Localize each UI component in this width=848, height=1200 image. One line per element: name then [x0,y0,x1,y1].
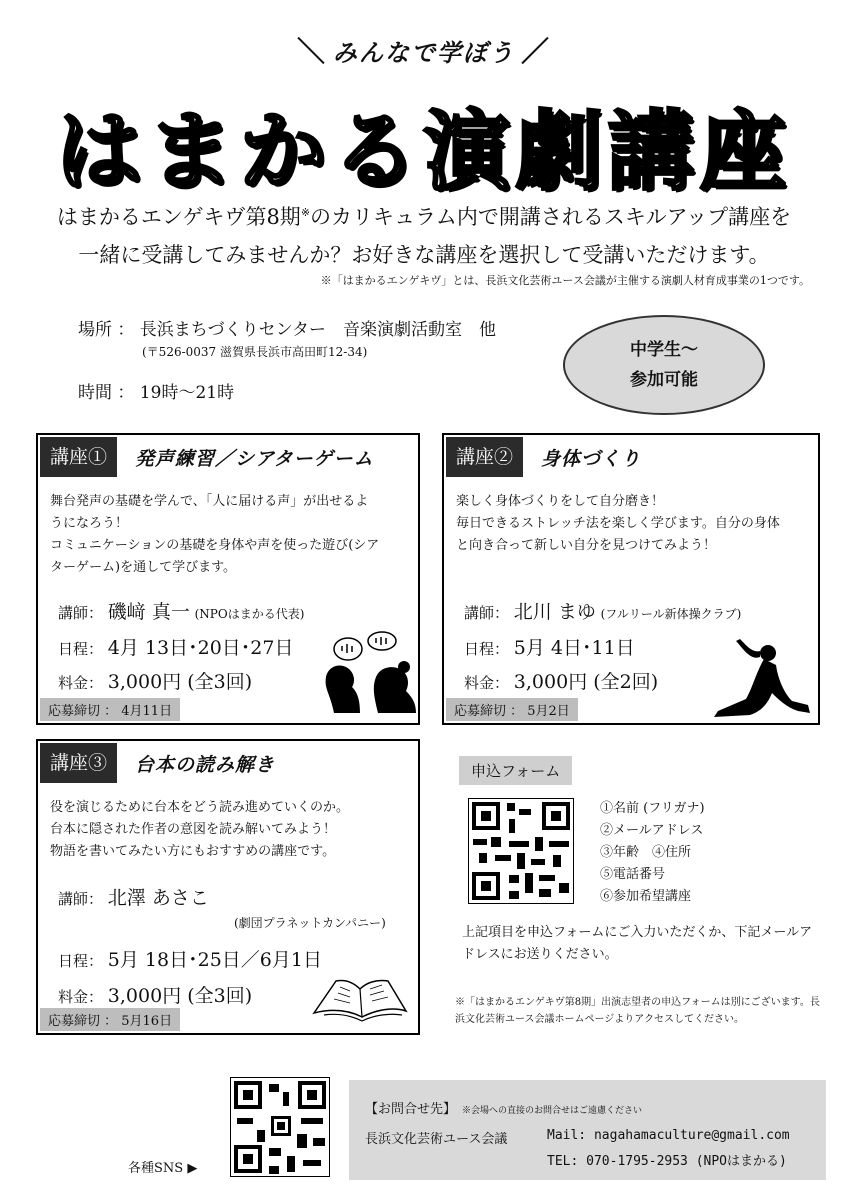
contact-phone[interactable]: TEL: 070-1795-2953 (NPOはまかる) [547,1154,787,1169]
deadline-label: 応募締切 ： 4月11日 [40,698,180,721]
age-badge-line1: 中学生〜 [630,340,698,360]
teacher-row [464,597,741,624]
intro-line1-b: のカリキュラム内で開講されるスキルアップ講座を [310,205,792,229]
teacher-note: (NPOはまかる代表) [194,607,305,621]
venue-address: (〒526-0037 滋賀県長浜市高田町12-34) [142,345,368,359]
course-card-3 [36,739,420,1035]
venue-info: 場所 ： 長浜まちづくりセンター 音楽演劇活動室 他 [78,320,496,340]
desc-line: と向き合って新しい自分を見つけてみよう！ [456,538,717,553]
conversation-silhouettes-icon [316,631,420,713]
open-book-icon [310,973,410,1025]
course-description [50,491,408,579]
fee-label: 料金： [464,674,510,692]
form-items-list [600,798,705,908]
intro-line1-a: はまかるエンゲキヴ第8期 [56,205,301,229]
form-item: ③年齢 ④住所 [600,845,692,860]
desc-line: 役を演じるために台本をどう読み進めていくのか。 [50,800,350,815]
schedule-value: 5月 18日･25日／6月1日 [107,949,322,971]
course-card-2 [442,433,820,725]
desc-line: 舞台発声の基礎を学んで、「人に届ける声」が出せるよ [50,494,369,509]
course-number: 講座① [40,437,117,477]
tagline-text: みんなで学ぼう [333,39,515,67]
form-instructions: 上記項目を申込フォームにご入力いただくか、下記メールアドレスにお送りください。 [462,925,813,962]
age-badge [563,315,765,415]
desc-line: 楽しく身体づくりをして自分磨き！ [456,494,665,509]
course-description [456,491,808,557]
course-title: 身体づくり [541,447,642,470]
fee-value: 3,000円 (全2回) [513,671,659,693]
desc-line: 毎日できるストレッチ法を楽しく学びます。自分の身体 [456,516,780,531]
intro-note: ※「はまかるエンゲキヴ」とは、長浜文化芸術ユース会議が主催する演劇人材育成事業の1つです。 [320,274,810,287]
age-badge-line2: 参加可能 [630,370,698,390]
intro-text [20,194,828,274]
slash-left-icon: ＼ [296,35,327,68]
contact-email[interactable]: Mail: nagahamaculture@gmail.com [547,1128,790,1143]
teacher-name: 北川 まゆ [513,601,596,623]
contact-organization: 長浜文化芸術ユース会議 [365,1132,508,1147]
desc-line: うになろう！ [50,516,129,531]
course-header [40,437,374,477]
course-number: 講座③ [40,743,117,783]
schedule-row [58,945,322,972]
fee-label: 料金： [58,988,104,1006]
teacher-note: (フルリール新体操クラブ) [600,607,742,621]
fee-row [58,981,252,1008]
teacher-label: 講師： [464,604,510,622]
schedule-row [58,633,293,660]
form-item: ②メールアドレス [600,823,704,838]
teacher-row [58,883,209,910]
time-info: 時間 ： 19時〜21時 [78,383,235,403]
course-number: 講座② [446,437,523,477]
schedule-label: 日程： [58,640,104,658]
course-card-1 [36,433,420,725]
desc-line: コミュニケーションの基礎を身体や声を使った遊び(シア [50,538,380,553]
sns-qr-code[interactable] [230,1077,330,1177]
form-note: ※「はまかるエンゲキヴ第8期」出演志望者の申込フォームは別にございます。長浜文化芸術ユース会議ホームページよりアクセスしてください。 [455,997,820,1025]
intro-mark: ※ [300,206,311,219]
desc-line: 台本に隠された作者の意図を読み解いてみよう！ [50,822,337,837]
deadline-label: 応募締切 ： 5月2日 [446,698,578,721]
teacher-name: 北澤 あさこ [107,887,209,909]
contact-subnote: ※会場への直接のお問合せはご遠慮ください [462,1106,643,1116]
course-header [40,743,275,783]
sns-label: 各種SNS ▶ [128,1161,198,1176]
fee-row [58,667,252,694]
teacher-name: 磯﨑 真一 [107,601,190,623]
form-item: ⑥参加希望講座 [600,889,692,904]
deadline-label: 応募締切 ： 5月16日 [40,1008,180,1031]
schedule-value: 4月 13日･20日･27日 [107,637,294,659]
fee-label: 料金： [58,674,104,692]
contact-label [365,1098,642,1117]
slash-right-icon: ／ [521,35,552,68]
tagline [0,30,848,70]
course-description [50,797,408,863]
form-qr-code[interactable] [468,798,574,904]
form-heading: 申込フォーム [459,756,572,785]
contact-heading: 【お問合せ先】 [365,1102,457,1117]
teacher-note-row [234,913,386,931]
course-header [446,437,641,477]
fee-value: 3,000円 (全3回) [107,671,253,693]
stretching-figure-icon [706,637,816,719]
fee-value: 3,000円 (全3回) [107,985,253,1007]
course-title: 台本の読み解き [135,753,276,776]
course-title: 発声練習／シアターゲーム [135,447,374,470]
form-item: ⑤電話番号 [600,867,666,882]
page-title: はまかる演劇講座 [56,102,792,202]
schedule-label: 日程： [464,640,510,658]
schedule-row [464,633,635,660]
schedule-label: 日程： [58,952,104,970]
contact-box [349,1080,826,1180]
intro-line2: 一緒に受講してみませんか？お好きな講座を選択して受講いただけます。 [78,243,770,267]
fee-row [464,667,658,694]
schedule-value: 5月 4日･11日 [513,637,635,659]
teacher-label: 講師： [58,604,104,622]
teacher-label: 講師： [58,890,104,908]
form-item: ①名前 (フリガナ) [600,801,705,816]
desc-line: ターゲーム)を通して学びます。 [50,560,237,575]
desc-line: 物語を書いてみたい方にもおすすめの講座です。 [50,844,336,859]
teacher-row [58,597,304,624]
teacher-note: (劇団プラネットカンパニー) [234,916,386,930]
